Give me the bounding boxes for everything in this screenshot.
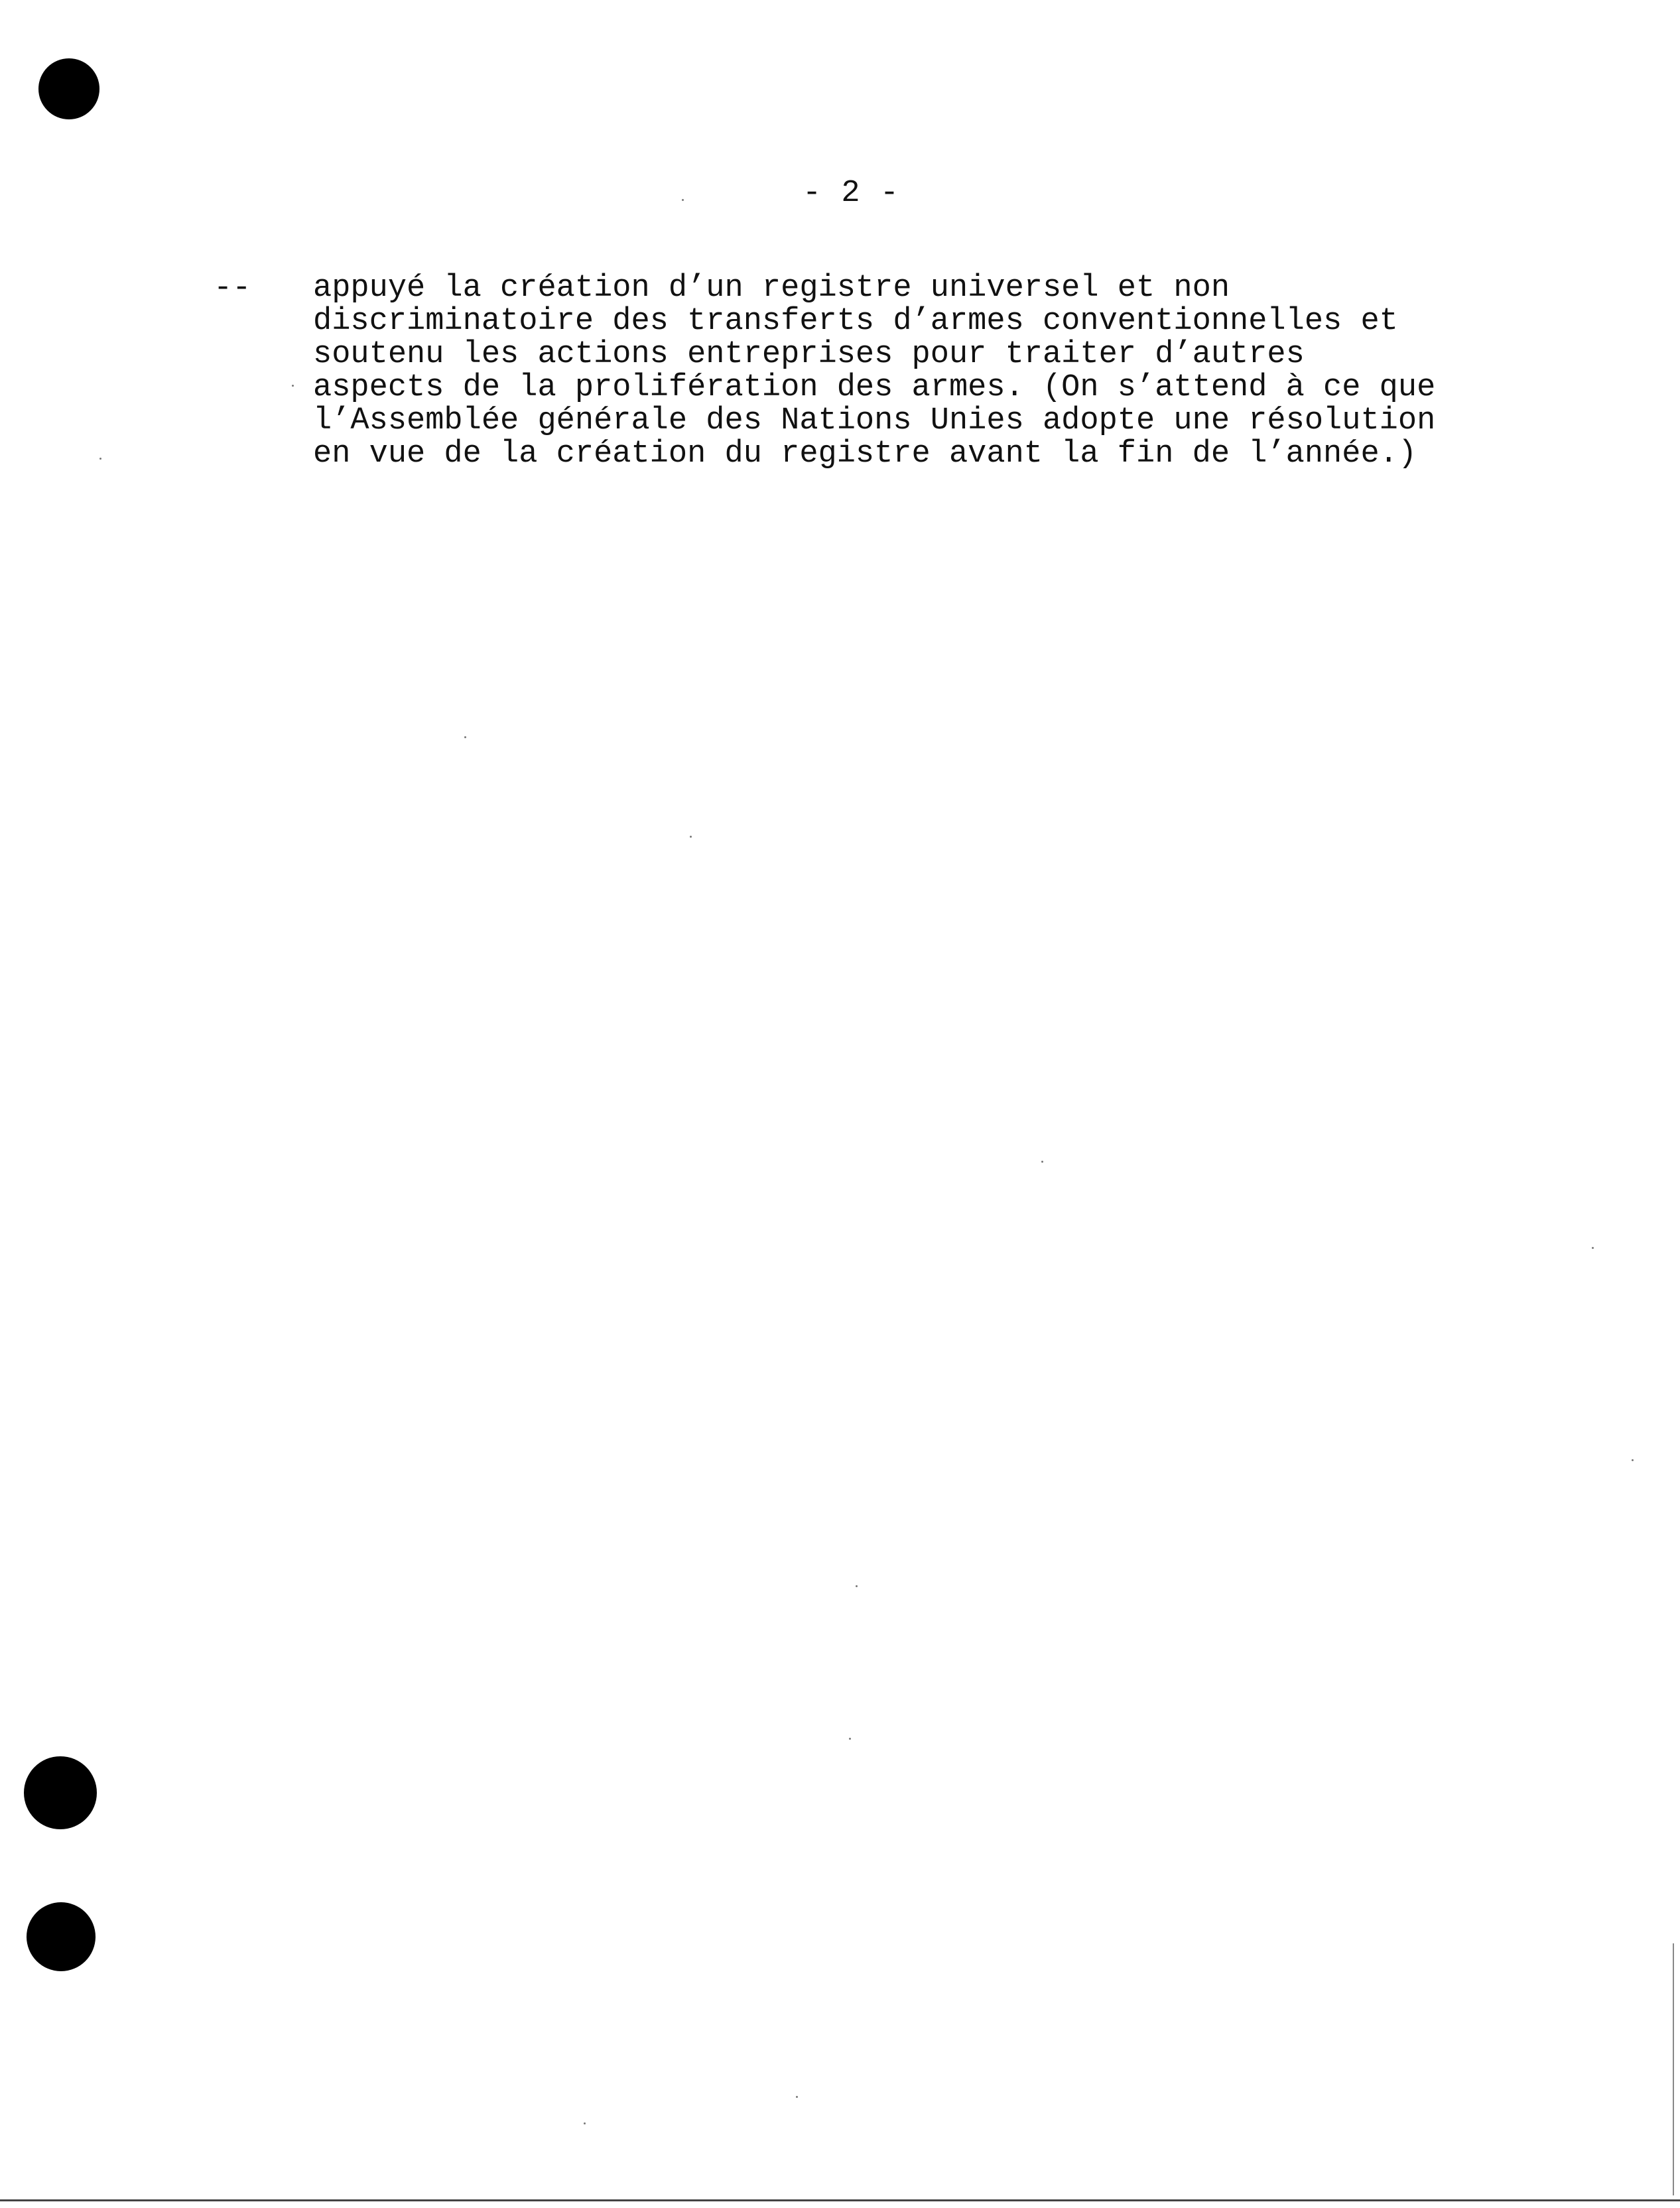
scan-speck <box>1632 1459 1634 1461</box>
paragraph-line: en vue de la création du registre avant la fin de l’année.) <box>313 436 1417 472</box>
paragraph-line: aspects de la prolifération des armes. (On s’attend à ce que <box>313 370 1436 405</box>
punch-hole <box>27 1902 96 1971</box>
scan-speck <box>856 1585 858 1587</box>
punch-hole <box>24 1756 97 1829</box>
paragraph-line: discriminatoire des transferts d’armes conventionnelles et <box>313 304 1398 339</box>
scan-speck <box>464 736 466 738</box>
scan-speck <box>1041 1161 1043 1163</box>
scan-speck <box>796 2096 798 2098</box>
paragraph-line: soutenu les actions entreprises pour traiter d’autres <box>313 337 1305 372</box>
scan-speck <box>849 1738 851 1740</box>
scan-edge-mark <box>1673 1943 1674 2195</box>
scan-speck <box>682 199 684 201</box>
scan-speck <box>690 836 692 838</box>
list-marker: -- <box>214 271 251 306</box>
scan-speck <box>1592 1247 1594 1249</box>
punch-hole <box>38 58 99 119</box>
paragraph-line: l’Assemblée générale des Nations Unies adopte une résolution <box>313 403 1436 438</box>
page-bottom-edge <box>0 2199 1680 2201</box>
scan-speck <box>292 385 294 387</box>
page-number: - 2 - <box>803 176 900 211</box>
scan-speck <box>584 2122 586 2124</box>
scan-speck <box>99 458 101 460</box>
paragraph-line: appuyé la création d’un registre universel et non <box>313 271 1230 306</box>
body-paragraph <box>313 272 1633 471</box>
